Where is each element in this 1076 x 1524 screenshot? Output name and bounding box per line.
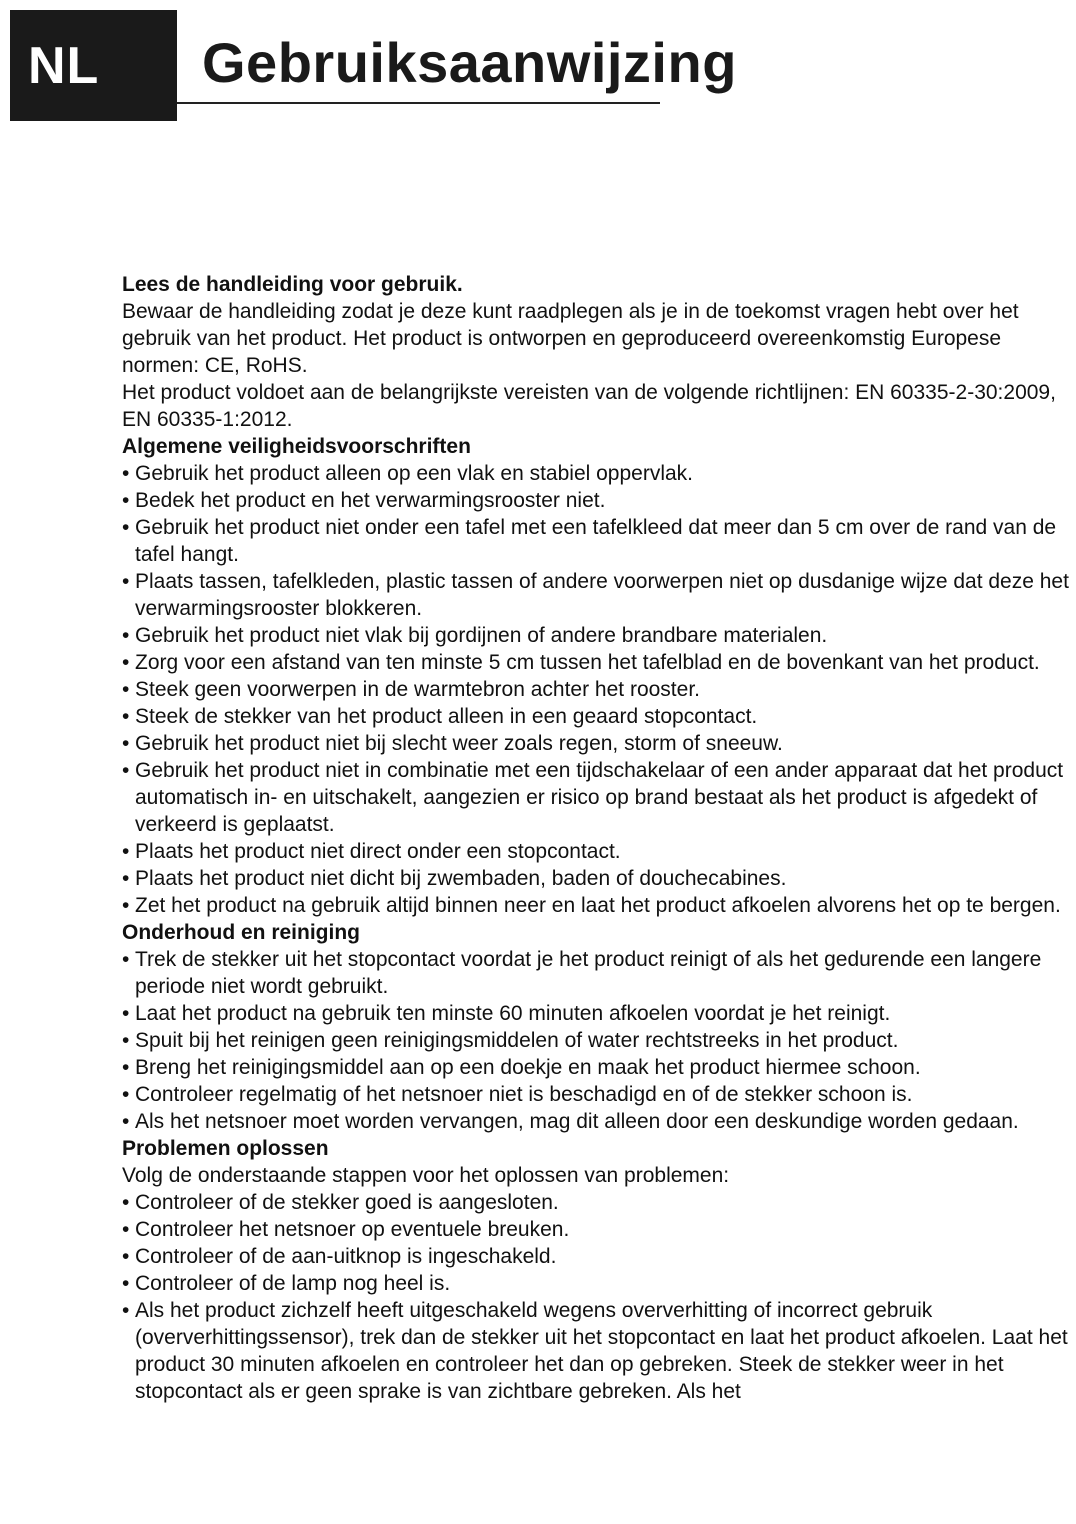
list-item: • Laat het product na gebruik ten minste 60 minuten afkoelen voordat je het reinigt. xyxy=(122,1000,1072,1027)
list-item: • Controleer of de stekker goed is aangesloten. xyxy=(122,1189,1072,1216)
page-title: Gebruiksaanwijzing xyxy=(202,31,737,94)
list-item: • Gebruik het product niet vlak bij gordijnen of andere brandbare materialen. xyxy=(122,622,1072,649)
list-item: • Bedek het product en het verwarmingsrooster niet. xyxy=(122,487,1072,514)
list-item: • Breng het reinigingsmiddel aan op een doekje en maak het product hiermee schoon. xyxy=(122,1054,1072,1081)
maintenance-list xyxy=(122,946,1072,1135)
list-item: • Controleer het netsnoer op eventuele breuken. xyxy=(122,1216,1072,1243)
list-item: • Gebruik het product alleen op een vlak en stabiel oppervlak. xyxy=(122,460,1072,487)
list-item: • Als het netsnoer moet worden vervangen, mag dit alleen door een deskundige worden gedaan. xyxy=(122,1108,1072,1135)
troubleshooting-heading: Problemen oplossen xyxy=(122,1137,329,1160)
list-item: • Steek geen voorwerpen in de warmtebron achter het rooster. xyxy=(122,676,1072,703)
title-underline xyxy=(177,102,660,104)
safety-heading: Algemene veiligheidsvoorschriften xyxy=(122,435,471,458)
standards-paragraph: Het product voldoet aan de belangrijkste vereisten van de volgende richtlijnen: EN 60335-2-30:2009, EN 60335-1:2012. xyxy=(122,381,1056,431)
list-item: • Zet het product na gebruik altijd binnen neer en laat het product afkoelen alvorens het op te bergen. xyxy=(122,892,1072,919)
list-item: • Controleer of de aan-uitknop is ingeschakeld. xyxy=(122,1243,1072,1270)
list-item: • Gebruik het product niet onder een tafel met een tafelkleed dat meer dan 5 cm over de rand van de tafel hangt. xyxy=(122,514,1072,568)
list-item: • Plaats het product niet direct onder een stopcontact. xyxy=(122,838,1072,865)
language-code: NL xyxy=(28,36,100,95)
troubleshooting-list xyxy=(122,1189,1072,1405)
list-item: • Gebruik het product niet bij slecht weer zoals regen, storm of sneeuw. xyxy=(122,730,1072,757)
intro-paragraph: Bewaar de handleiding zodat je deze kunt raadplegen als je in de toekomst vragen hebt over het gebruik van het product. Het product is ontworpen en geproduceerd overeenkomstig Europese normen: CE, RoHS. xyxy=(122,300,1019,377)
list-item: • Zorg voor een afstand van ten minste 5 cm tussen het tafelblad en de bovenkant van het product. xyxy=(122,649,1072,676)
manual-body xyxy=(122,271,1072,1405)
list-item: • Als het product zichzelf heeft uitgeschakeld wegens oververhitting of incorrect gebruik (oververhittingssensor), trek dan de stekker uit het stopcontact en laat het product afkoelen. Laat het product 30 minuten afkoelen en controleer het dan op gebreken. Steek de stekker weer in het stopcontact als er geen sprake is van zichtbare gebreken. Als het xyxy=(122,1297,1072,1405)
list-item: • Trek de stekker uit het stopcontact voordat je het product reinigt of als het gedurende een langere periode niet wordt gebruikt. xyxy=(122,946,1072,1000)
list-item: • Gebruik het product niet in combinatie met een tijdschakelaar of een ander apparaat dat het product automatisch in- en uitschakelt, aangezien er risico op brand bestaat als het product is afgedekt of verkeerd is geplaatst. xyxy=(122,757,1072,838)
list-item: • Steek de stekker van het product alleen in een geaard stopcontact. xyxy=(122,703,1072,730)
language-badge xyxy=(10,10,177,121)
list-item: • Plaats het product niet dicht bij zwembaden, baden of douchecabines. xyxy=(122,865,1072,892)
safety-list xyxy=(122,460,1072,919)
list-item: • Spuit bij het reinigen geen reinigingsmiddelen of water rechtstreeks in het product. xyxy=(122,1027,1072,1054)
list-item: • Plaats tassen, tafelkleden, plastic tassen of andere voorwerpen niet op dusdanige wijze dat deze het verwarmingsrooster blokkeren. xyxy=(122,568,1072,622)
list-item: • Controleer regelmatig of het netsnoer niet is beschadigd en of de stekker schoon is. xyxy=(122,1081,1072,1108)
troubleshooting-intro: Volg de onderstaande stappen voor het oplossen van problemen: xyxy=(122,1164,730,1187)
list-item: • Controleer of de lamp nog heel is. xyxy=(122,1270,1072,1297)
maintenance-heading: Onderhoud en reiniging xyxy=(122,921,360,944)
intro-heading: Lees de handleiding voor gebruik. xyxy=(122,273,463,296)
